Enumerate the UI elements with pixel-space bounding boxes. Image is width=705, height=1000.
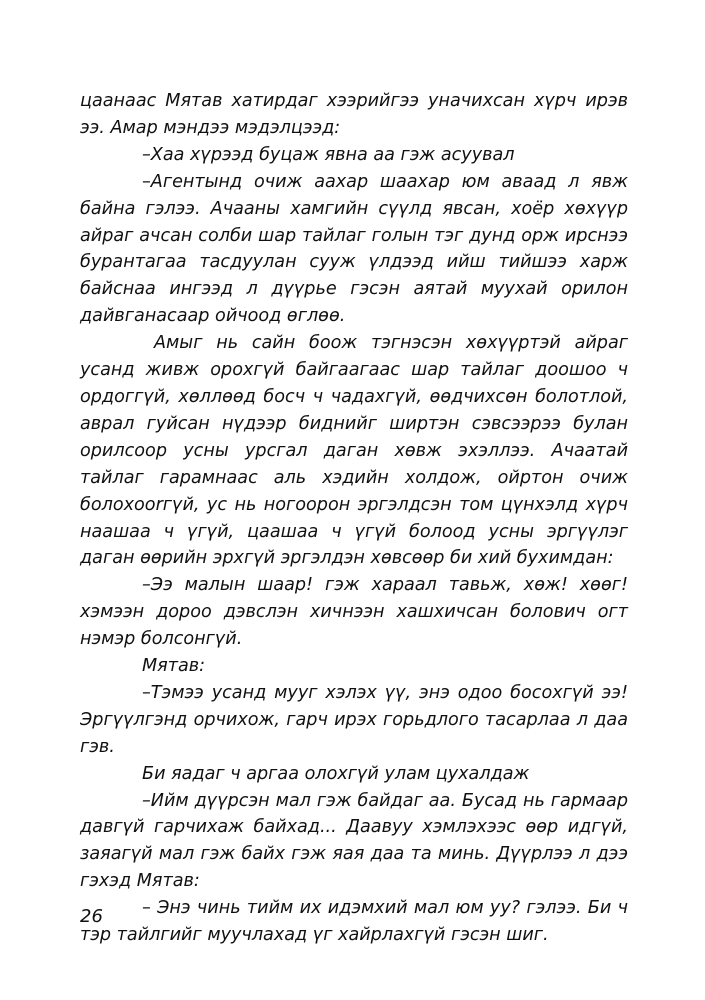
paragraph-2: –Хаа хүрээд буцаж явна аа гэж асуувал (142, 144, 515, 165)
paragraph-10: – Энэ чинь тийм их идэмхий мал юм уу? гэлээ. Би ч тэр тайлгийг муучлахад үг хайрлахгүй гэсэн шиг. (80, 898, 628, 946)
paragraph-5: –Ээ малын шаар! гэж хараал тавьж, хөж! хөөг! хэмээн дороо дэвслэн хичнээн хашхичсан болович огт нэмэр болсонгүй. (80, 575, 628, 650)
paragraph-7: –Тэмээ усанд мууг хэлэх үү, энэ одоо босохгүй ээ! Эргүүлгэнд орчихож, гарч ирэх горьдлого тасарлаа л даа гэв. (80, 682, 628, 757)
paragraph-4: Амыг нь сайн боож тэгнэсэн хөхүүртэй айраг усанд живж орохгүй байгаагаас шар тайлаг доошоо ч ордоггүй, хөллөөд босч ч чадахгүй, өөдчихсөн болотлой, аврал гуйсан нүдээр биднийг ширтэн сэвсээрээ булан орилсоор усны урсгал даган хөвж эхэллээ. Ачаатай тайлаг гарамнаас аль хэдийн холдож, ойртон очиж болохоorгүй, ус нь ногоорон эргэлдсэн том цүнхэлд хүрч наашаа ч үгүй, цаашаа ч үгүй болоод усны эргүүлэг даган өөрийн эрхгүй эргэлдэн хөвсөөр би хий бухимдан: (80, 333, 628, 569)
paragraph-6: Мятав: (142, 656, 206, 677)
paragraph-9: –Ийм дүүрсэн мал гэж байдаг аа. Бусад нь гармаар давгүй гарчихаж байхад... Даавуу хэмлэхээс өөр идгүй, заяагүй мал гэж байх гэж яая даа та минь. Дүүрлээ л дээ гэхэд Мятав: (80, 790, 628, 892)
paragraph-3: –Агентынд очиж аахар шаахар юм аваад л явж байна гэлээ. Ачааны хамгийн сүүлд явсан, хоёр хөхүүр айраг ачсан солби шар тайлаг голын тэг дунд орж ирснээ бурантагаа тасдуулан сууж үлдээд ийш тийшээ харж байснаа ингээд л дүүрье гэсэн аятай муухай орилон дайвганасаар ойчоод өглөө. (80, 171, 628, 327)
paragraph-8: Би яадаг ч аргаа олохгүй улам цухалдаж (142, 763, 530, 784)
paragraph-1: цаанаас Мятав хатирдаг хээрийгээ уначихсан хүрч ирэв ээ. Амар мэндээ мэдэлцээд: (80, 91, 628, 138)
page-number: 26 (80, 906, 103, 927)
body-text (80, 88, 628, 949)
